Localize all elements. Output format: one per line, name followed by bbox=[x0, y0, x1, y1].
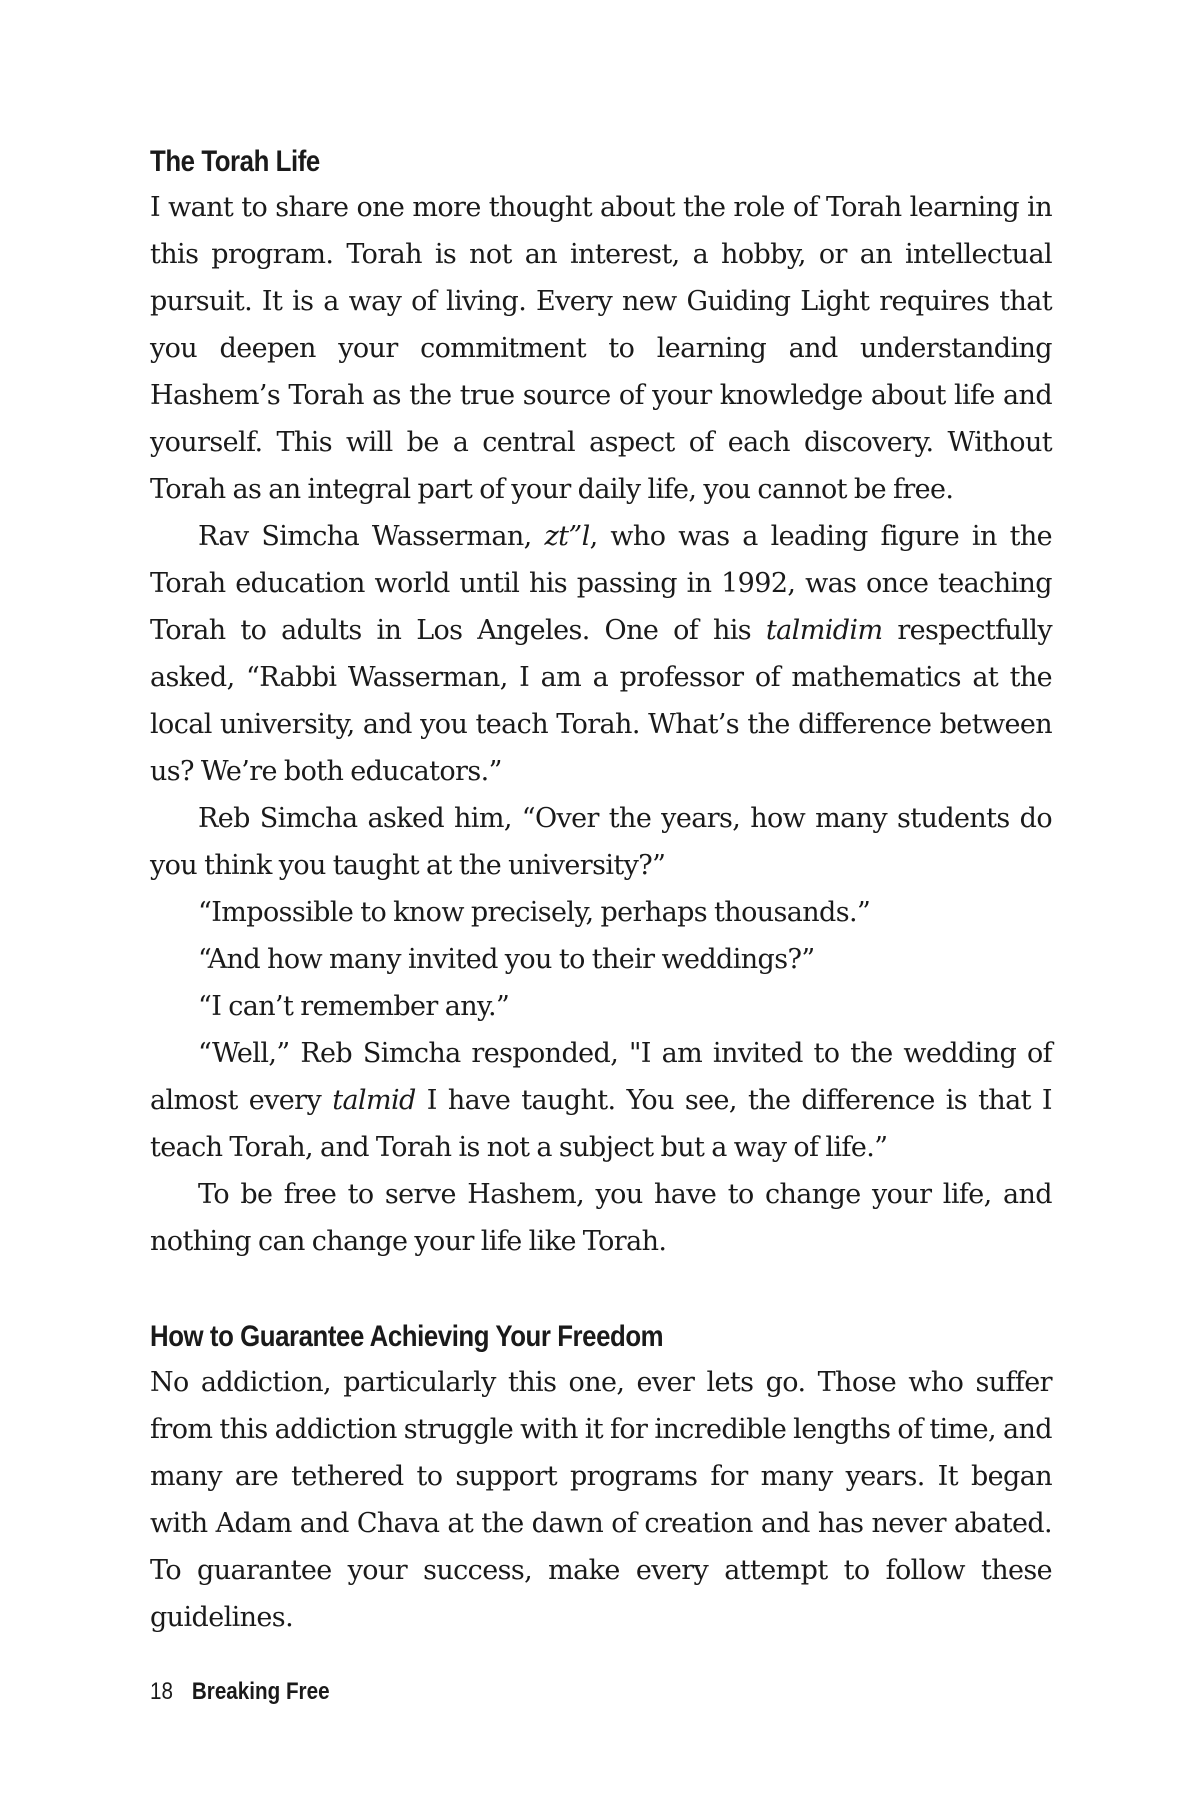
running-book-title: Breaking Free bbox=[191, 1678, 330, 1705]
text-span: “Well,” Reb Simcha responded, "I am invited to the wedding of almost every bbox=[150, 1038, 1052, 1116]
italic-term-talmidim: talmidim bbox=[765, 615, 883, 646]
paragraph-torah-role: I want to share one more thought about the role of Torah learning in this program. Torah is not an interest, a hobby, or an intellectual pursuit. It is a way of living. Every new Guiding Light requires that you deepen your commitment to learning and understanding Hashem’s Torah as the true source of your knowledge about life and yourself. This will be a central aspect of each discovery. Without Torah as an integral part of your daily life, you cannot be free. bbox=[150, 192, 1052, 505]
paragraph-dialogue-thousands: “Impossible to know precisely, perhaps thousands.” bbox=[198, 897, 871, 928]
paragraph-reb-simcha-asked: Reb Simcha asked him, “Over the years, how many students do you think you taught at the university?” bbox=[150, 803, 1052, 881]
section-heading-guarantee-freedom: How to Guarantee Achieving Your Freedom bbox=[150, 1320, 664, 1353]
italic-term-talmid: talmid bbox=[332, 1085, 416, 1116]
italic-term-ztl: zt”l bbox=[544, 521, 590, 552]
text-span: , who was a leading figure in the Torah education world until his passing in 1992, was once teaching Torah to adults in Los Angeles. One of his bbox=[150, 521, 1052, 646]
page-footer bbox=[150, 1678, 330, 1706]
page-number: 18 bbox=[150, 1678, 173, 1705]
text-span: I have taught. You see, the difference is that I teach Torah, and Torah is not a subject but a way of life.” bbox=[150, 1085, 1052, 1163]
page-body bbox=[150, 140, 1052, 1641]
paragraph-rav-simcha bbox=[150, 513, 1052, 795]
section-heading-torah-life: The Torah Life bbox=[150, 145, 320, 178]
paragraph-no-addiction: No addiction, particularly this one, ever lets go. Those who suffer from this addiction struggle with it for incredible lengths of time, and many are tethered to support programs for many years. It began with Adam and Chava at the dawn of creation and has never abated. To guarantee your success, make every attempt to follow these guidelines. bbox=[150, 1367, 1052, 1633]
text-span: Rav Simcha Wasserman, bbox=[198, 521, 545, 552]
paragraph-dialogue-weddings: “And how many invited you to their weddings?” bbox=[198, 944, 815, 975]
paragraph-dialogue-remember: “I can’t remember any.” bbox=[198, 991, 510, 1022]
paragraph-free-to-serve: To be free to serve Hashem, you have to change your life, and nothing can change your life like Torah. bbox=[150, 1179, 1052, 1257]
text-span: respectfully asked, “Rabbi Wasserman, I am a professor of mathematics at the local university, and you teach Torah. What’s the difference between us? We’re both educators.” bbox=[150, 615, 1052, 787]
paragraph-reb-simcha-responded bbox=[150, 1030, 1052, 1171]
